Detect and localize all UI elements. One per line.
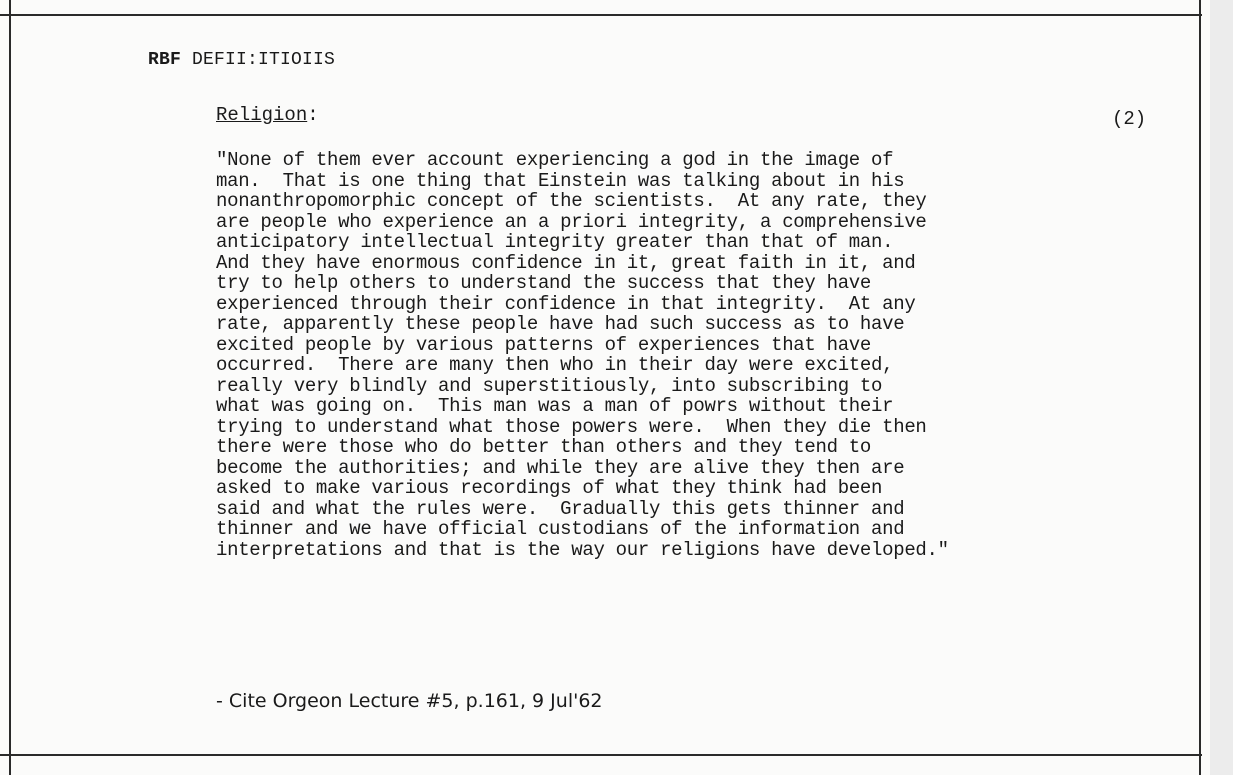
quote-line: man. That is one thing that Einstein was talking about in his [216,169,905,192]
quote-line: become the authorities; and while they are alive they then are [216,456,905,479]
quote-line: try to help others to understand the success that they have [216,272,872,294]
top-border-rule [0,14,1202,16]
bottom-border-rule [0,754,1202,756]
right-border-rule [1199,0,1201,775]
heading-prefix: RBF [148,50,182,70]
quote-line: nonanthropomorphic concept of the scientists. At any rate, they [216,190,927,212]
quote-line: "None of them ever account experiencing a god in the image of [216,149,894,171]
quote-line: interpretations and that is the way our religions have developed." [216,538,949,561]
quote-line: asked to make various recordings of what they think had been [216,477,883,499]
quote-line: And they have enormous confidence in it, great faith in it, and [216,251,916,274]
right-margin-strip [1210,0,1233,775]
quote-line: said and what the rules were. Gradually this gets thinner and [216,497,905,520]
quote-line: rate, apparently these people have had such success as to have [216,313,905,335]
quote-line: are people who experience an a priori integrity, a comprehensive [216,210,927,233]
quote-line: trying to understand what those powers were. When they die then [216,415,927,438]
quote-line: thinner and we have official custodians of the information and [216,518,905,540]
quote-line: occurred. There are many then who in their day were excited, [216,354,894,376]
subheading-label: Religion [216,104,308,126]
subheading-colon: : [307,104,319,126]
quote-line: experienced through their confidence in that integrity. At any [216,292,916,315]
subheading [216,104,319,126]
heading-title: DEFII:ITIOIIS [181,50,336,70]
quote-line: excited people by various patterns of experiences that have [216,333,872,356]
quote-block [216,150,1156,560]
left-border-rule [9,0,11,775]
quote-line: anticipatory intellectual integrity greater than that of man. [216,231,894,253]
quote-line: what was going on. This man was a man of powrs without their [216,395,894,417]
page-number: (2) [1112,108,1147,130]
quote-line: there were those who do better than others and they tend to [216,436,872,458]
citation: - Cite Orgeon Lecture #5, p.161, 9 Jul'62 [216,690,603,712]
quote-line: really very blindly and superstitiously, into subscribing to [216,374,883,397]
document-heading [148,50,335,70]
